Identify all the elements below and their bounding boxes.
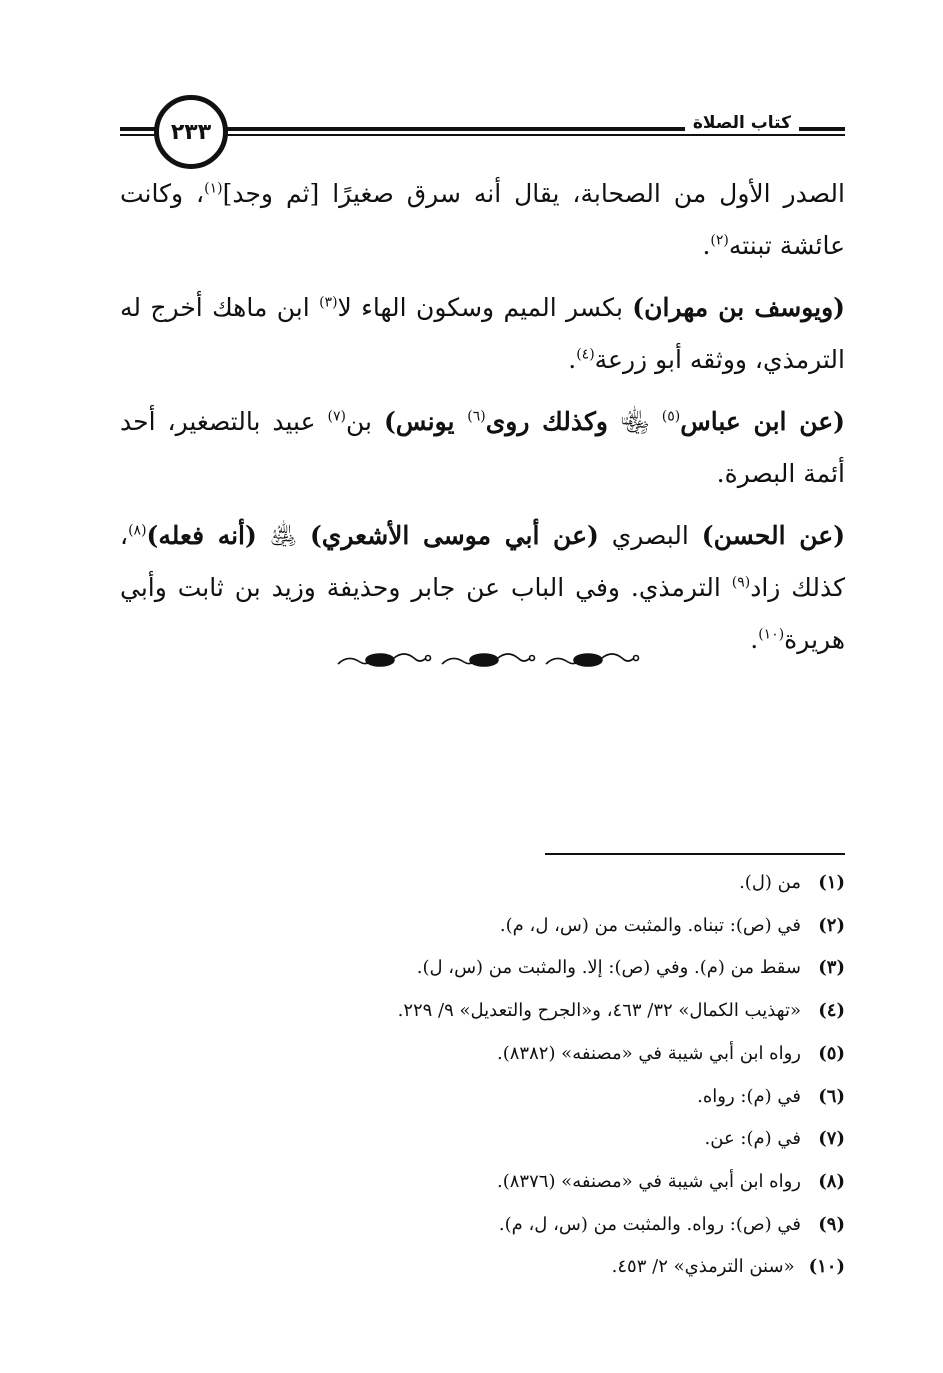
footnote-marker: (٨) bbox=[128, 522, 147, 539]
footnote-text: من (ل). bbox=[739, 872, 801, 893]
footnote bbox=[200, 1161, 845, 1204]
footnote-number: (٩) bbox=[818, 1213, 845, 1235]
footnote-text: رواه ابن أبي شيبة في «مصنفه» (٨٣٨٢). bbox=[497, 1042, 801, 1064]
footnote-number: (٤) bbox=[818, 1000, 845, 1022]
text-segment: (عن الحسن) bbox=[701, 521, 846, 550]
footnote-text: في (ص): رواه. والمثبت من (س، ل، م). bbox=[498, 1213, 801, 1235]
text-segment: . bbox=[568, 345, 577, 374]
text-segment: يونس) bbox=[383, 407, 468, 436]
footnote-marker: (٦) bbox=[467, 408, 486, 425]
page-number-badge bbox=[154, 95, 228, 169]
text-segment: ﵁ bbox=[256, 521, 310, 550]
text-segment: ﵄ bbox=[607, 407, 662, 436]
footnote-number: (٨) bbox=[818, 1170, 845, 1192]
text-segment: وكذلك روى bbox=[485, 407, 608, 436]
footnote-marker: (٢) bbox=[710, 232, 729, 249]
body-paragraph bbox=[120, 168, 845, 272]
text-segment: . bbox=[702, 231, 711, 260]
text-segment: (عن أبي موسى الأشعري) bbox=[309, 521, 599, 550]
text-segment: (أنه فعله) bbox=[146, 521, 257, 550]
footnote-text: في (ص): تبناه. والمثبت من (س، ل، م). bbox=[499, 914, 801, 936]
footnote-number: (٢) bbox=[818, 914, 845, 936]
footnote-marker: (٧) bbox=[327, 408, 346, 425]
footnote-text: في (م): عن. bbox=[704, 1128, 801, 1150]
footnote-marker: (٤) bbox=[576, 346, 595, 363]
footnote-marker: (٥) bbox=[661, 408, 681, 425]
footnote-number: (٧) bbox=[818, 1128, 845, 1150]
footnote-text: «تهذيب الكمال» ٣٢/ ٤٦٣، و«الجرح والتعديل» ٩/ ٢٢٩. bbox=[397, 1000, 801, 1022]
footnote bbox=[200, 1204, 845, 1247]
footnote-number: (٥) bbox=[818, 1042, 845, 1064]
text-segment: (ويوسف بن مهران) bbox=[632, 293, 845, 322]
footnote bbox=[200, 1033, 845, 1076]
page-number: ٢٣٣ bbox=[170, 119, 212, 145]
footnote-separator bbox=[545, 853, 845, 855]
footnote-marker: (٣) bbox=[319, 294, 338, 311]
footnote-marker: (١٠) bbox=[758, 626, 785, 643]
footnote-marker: (٩) bbox=[731, 574, 751, 591]
text-segment: ، كذلك زاد bbox=[120, 521, 845, 602]
footnote-number: (١) bbox=[818, 872, 845, 893]
section-divider-ornament-icon bbox=[330, 642, 640, 678]
text-segment: بكسر الميم وسكون الهاء لا bbox=[337, 293, 633, 322]
text-segment: بن bbox=[345, 407, 384, 436]
running-title: كتاب الصلاة bbox=[685, 113, 799, 133]
footnote-number: (٣) bbox=[818, 957, 845, 979]
footnote bbox=[200, 1118, 845, 1161]
footnote bbox=[200, 862, 845, 905]
text-segment: ابن ماهك أخرج له الترمذي، ووثقه أبو زرعة bbox=[120, 293, 845, 374]
text-segment: ، وكانت عائشة تبنته bbox=[120, 179, 845, 260]
footnote bbox=[200, 990, 845, 1033]
footnote-text: «سنن الترمذي» ٢/ ٤٥٣. bbox=[611, 1256, 795, 1278]
footnote-number: (٦) bbox=[818, 1085, 845, 1107]
body-paragraph bbox=[120, 282, 845, 386]
footnote bbox=[200, 1246, 845, 1289]
text-segment: عبيد بالتصغير، أحد أئمة البصرة. bbox=[120, 407, 845, 488]
footnote-text: في (م): رواه. bbox=[697, 1085, 801, 1107]
text-segment: . bbox=[750, 625, 759, 654]
footnote-marker: (١) bbox=[204, 180, 223, 197]
main-text bbox=[120, 168, 845, 676]
footnote bbox=[200, 947, 845, 990]
text-segment: (عن ابن عباس bbox=[680, 407, 846, 436]
footnote bbox=[200, 1076, 845, 1119]
body-paragraph bbox=[120, 396, 845, 500]
text-segment: البصري bbox=[598, 521, 702, 550]
footnote-text: رواه ابن أبي شيبة في «مصنفه» (٨٣٧٦). bbox=[497, 1170, 801, 1192]
footnotes bbox=[200, 862, 845, 1289]
text-segment: الترمذي. وفي الباب عن جابر وحذيفة وزيد بن ثابت وأبي هريرة bbox=[120, 573, 845, 654]
page-header bbox=[120, 95, 845, 173]
footnote-text: سقط من (م). وفي (ص): إلا. والمثبت من (س، ل). bbox=[416, 957, 801, 979]
header-rule-thin bbox=[120, 134, 845, 136]
text-segment: الصدر الأول من الصحابة، يقال أنه سرق صغيرًا [ثم وجد] bbox=[222, 179, 845, 208]
footnote-number: (١٠) bbox=[808, 1256, 845, 1278]
footnote bbox=[200, 905, 845, 948]
